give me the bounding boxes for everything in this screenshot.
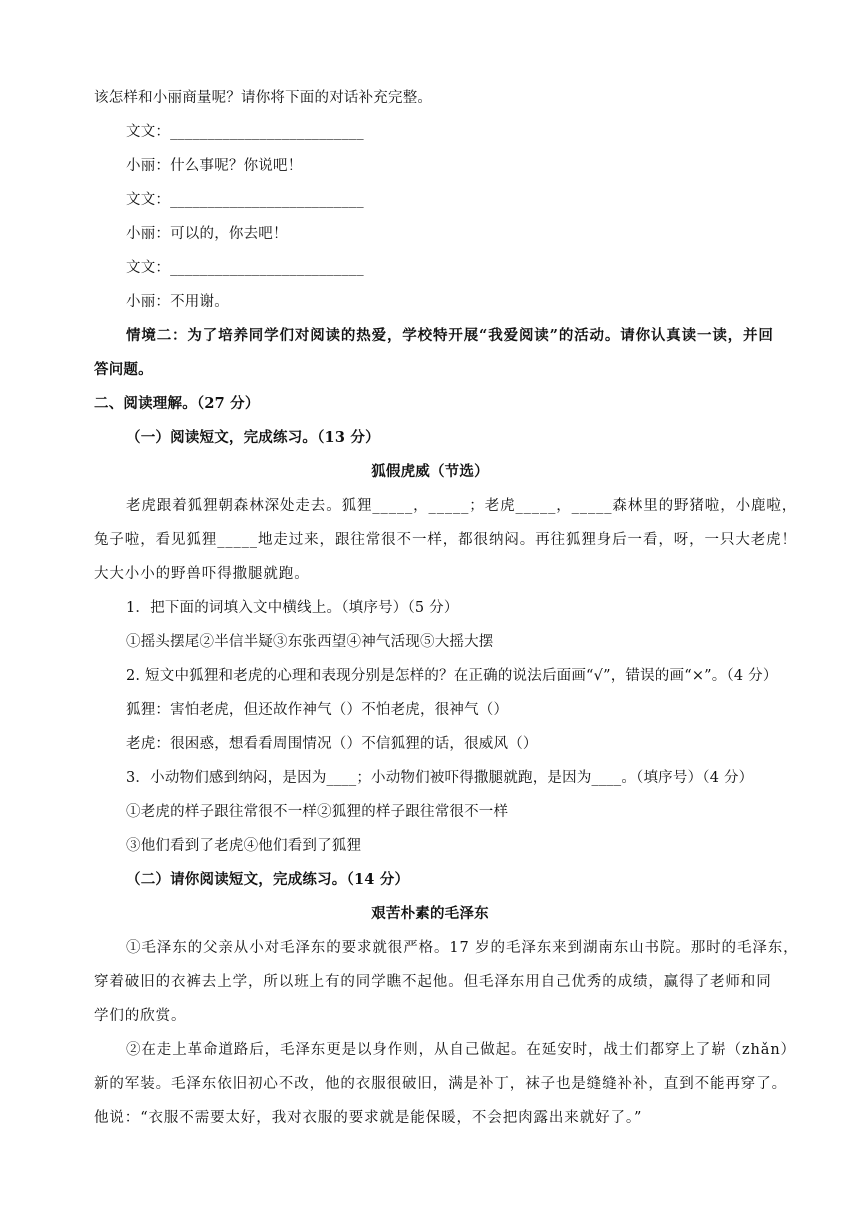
dialogue-line: 文文：__________________________ [126, 124, 364, 140]
question-three-options: ③他们看到了老虎④他们看到了狐狸 [126, 838, 362, 854]
passage-line: 兔子啦，看见狐狸_____地走过来，跟往常很不一样，都很纳闷。再往狐狸身后一看，呀，一只大老虎！ [94, 532, 797, 548]
dialogue-line: 小丽：不用谢。 [126, 294, 229, 310]
passage-line: ②在走上革命道路后，毛泽东更是以身作则，从自己做起。在延安时，战士们都穿上了崭（zhǎn） [126, 1042, 796, 1058]
intro-text: 该怎样和小丽商量呢？请你将下面的对话补充完整。 [94, 90, 433, 106]
part-one-heading: （一）阅读短文，完成练习。（13 分） [126, 429, 380, 446]
question-two: 2. 短文中狐狸和老虎的心理和表现分别是怎样的？在正确的说法后面画“√”，错误的画“×”。（4 分） [126, 668, 778, 684]
passage-line: 老虎跟着狐狸朝森林深处走去。狐狸_____，_____；老虎_____，_____森林里的野猪啦，小鹿啦， [126, 498, 798, 514]
dialogue-line: 小丽：可以的，你去吧！ [126, 226, 288, 242]
section-two-heading: 二、阅读理解。（27 分） [94, 395, 260, 412]
passage-line: 新的军装。毛泽东依旧初心不改，他的衣服很破旧，满是补丁，袜子也是缝缝补补，直到不能再穿了。 [94, 1076, 787, 1092]
question-three-options: ①老虎的样子跟往常很不一样②狐狸的样子跟往常很不一样 [126, 804, 509, 820]
part-one-title: 狐假虎威（节选） [371, 463, 489, 480]
part-two-heading: （二）请你阅读短文，完成练习。（14 分） [126, 871, 410, 888]
passage-line: 他说：“衣服不需要太好，我对衣服的要求就是能保暖，不会把肉露出来就好了。” [94, 1110, 643, 1126]
passage-line: 大大小小的野兽吓得撒腿就跑。 [94, 566, 310, 582]
passage-line: 学们的欣赏。 [94, 1008, 187, 1024]
question-two-tiger: 老虎：很困惑，想看看周围情况（）不信狐狸的话，很威风（） [126, 736, 538, 752]
passage-line: 穿着破旧的衣裤去上学，所以班上有的同学瞧不起他。但毛泽东用自己优秀的成绩，赢得了老师和同 [94, 974, 772, 990]
dialogue-line: 小丽：什么事呢？你说吧！ [126, 158, 303, 174]
situation-two-text: 情境二：为了培养同学们对阅读的热爱，学校特开展“我爱阅读”的活动。请你认真读一读，并回 [126, 327, 774, 344]
situation-two-text: 答问题。 [94, 361, 153, 378]
part-two-title: 艰苦朴素的毛泽东 [371, 905, 489, 922]
question-one: 1．把下面的词填入文中横线上。（填序号）（5 分） [126, 600, 459, 616]
question-two-fox: 狐狸：害怕老虎，但还故作神气（）不怕老虎，很神气（） [126, 702, 509, 718]
question-one-options: ①摇头摆尾②半信半疑③东张西望④神气活现⑤大摇大摆 [126, 634, 494, 650]
dialogue-line: 文文：__________________________ [126, 192, 364, 208]
dialogue-line: 文文：__________________________ [126, 260, 364, 276]
passage-line: ①毛泽东的父亲从小对毛泽东的要求就很严格。17 岁的毛泽东来到湖南东山书院。那时的毛泽东， [126, 940, 799, 956]
question-three: 3．小动物们感到纳闷，是因为____；小动物们被吓得撒腿就跑，是因为____。（填序号）（4 分） [126, 770, 754, 786]
